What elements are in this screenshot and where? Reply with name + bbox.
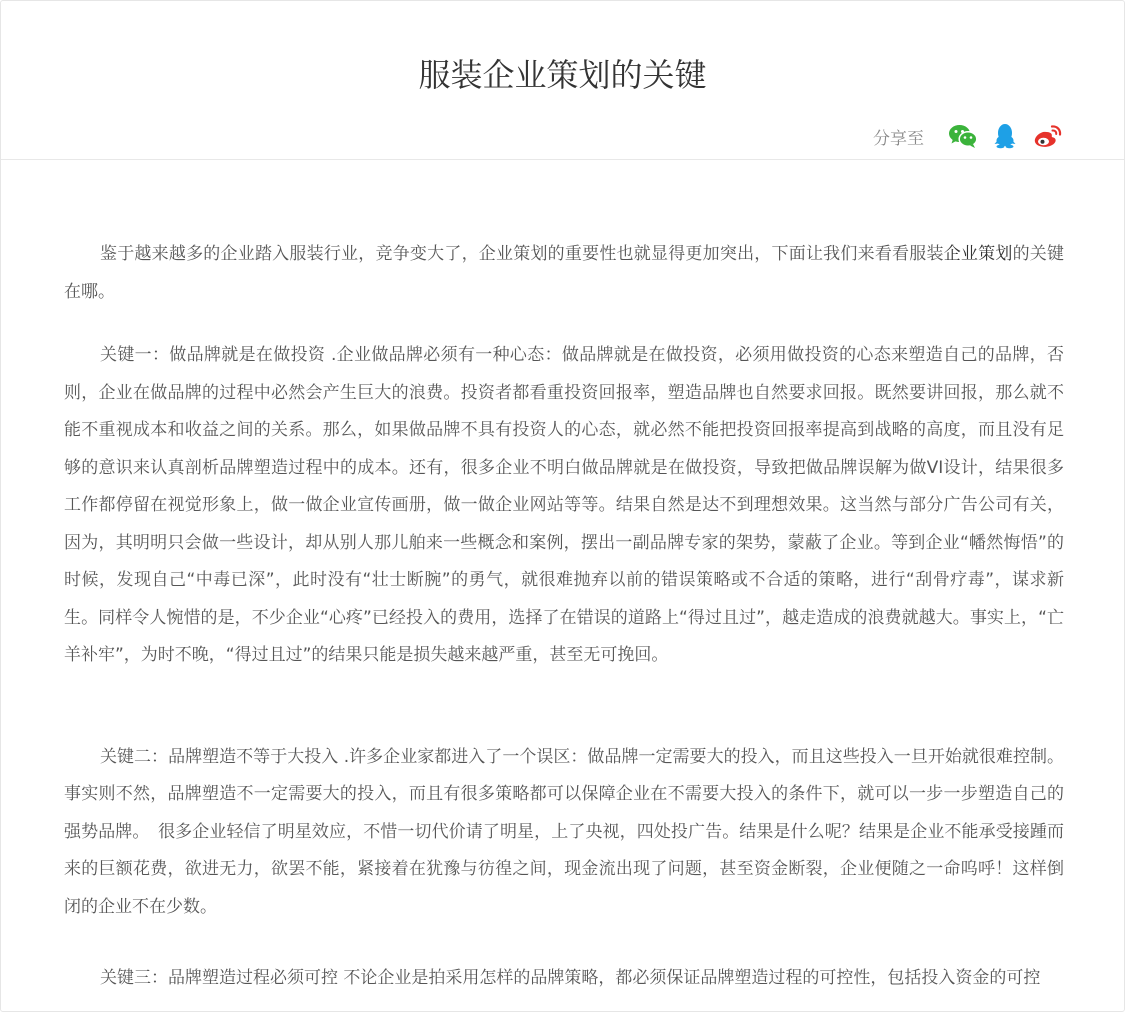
share-bar <box>873 121 1062 151</box>
article-header <box>1 1 1124 160</box>
wechat-icon[interactable] <box>948 123 978 149</box>
paragraph-key-three: 关键三：品牌塑造过程必须可控 不论企业是拍采用怎样的品牌策略，都必须保证品牌塑造过程的可控性，包括投入资金的可控 <box>100 968 1041 988</box>
weibo-icon[interactable] <box>1032 123 1062 149</box>
intro-text-before: 鉴于越来越多的企业踏入服装行业，竞争变大了，企业策划的重要性也就显得更加突出，下面让我们来看看服装 <box>100 244 944 264</box>
paragraph-key-one: 关键一：做品牌就是在做投资 .企业做品牌必须有一种心态：做品牌就是在做投资，必须用做投资的心态来塑造自己的品牌，否则，企业在做品牌的过程中必然会产生巨大的浪费。投资者都看重投资回报率，塑造品牌也自然要求回报。既然要讲回报，那么就不能不重视成本和收益之间的关系。那么，如果做品牌不具有投资人的心态，就必然不能把投资回报率提高到战略的高度，而且没有足够的意识来认真剖析品牌塑造过程中的成本。还有，很多企业不明白做品牌就是在做投资，导致把做品牌误解为做VI设计，结果很多工作都停留在视觉形象上，做一做企业宣传画册，做一做企业网站等等。结果自然是达不到理想效果。这当然与部分广告公司有关，因为，其明明只会做一些设计，却从别人那儿舶来一些概念和案例，摆出一副品牌专家的架势，蒙蔽了企业。等到企业“幡然悔悟”的时候，发现自己“中毒已深”，此时没有“壮士断腕”的勇气，就很难抛弃以前的错误策略或不合适的策略，进行“刮骨疗毒”，谋求新生。同样令人惋惜的是，不少企业“心疼”已经投入的费用，选择了在错误的道路上“得过且过”，越走造成的浪费就越大。事实上，“亡羊补牢”，为时不晚，“得过且过”的结果只能是损失越来越严重，甚至无可挽回。 <box>64 345 1064 665</box>
article-body <box>64 236 1064 998</box>
keyword-link[interactable]: 企业策划 <box>943 244 1013 264</box>
intro-text-after: 的关键在哪。 <box>64 244 1065 302</box>
article-title: 服装企业策划的关键 <box>418 56 707 94</box>
share-label: 分享至 <box>873 128 924 149</box>
paragraph-intro <box>64 236 1064 311</box>
qq-icon[interactable] <box>990 123 1020 149</box>
paragraph-key-two: 关键二：品牌塑造不等于大投入 .许多企业家都进入了一个误区：做品牌一定需要大的投入，而且这些投入一旦开始就很难控制。事实则不然，品牌塑造不一定需要大的投入，而且有很多策略都可以保障企业在不需要大投入的条件下，就可以一步一步塑造自己的强势品牌。 很多企业轻信了明星效应，不惜一切代价请了明星，上了央视，四处投广告。结果是什么呢？结果是企业不能承受接踵而来的巨额花费，欲进无力，欲罢不能，紧接着在犹豫与彷徨之间，现金流出现了问题，甚至资金断裂，企业便随之一命呜呼！这样倒闭的企业不在少数。 <box>64 746 1064 917</box>
